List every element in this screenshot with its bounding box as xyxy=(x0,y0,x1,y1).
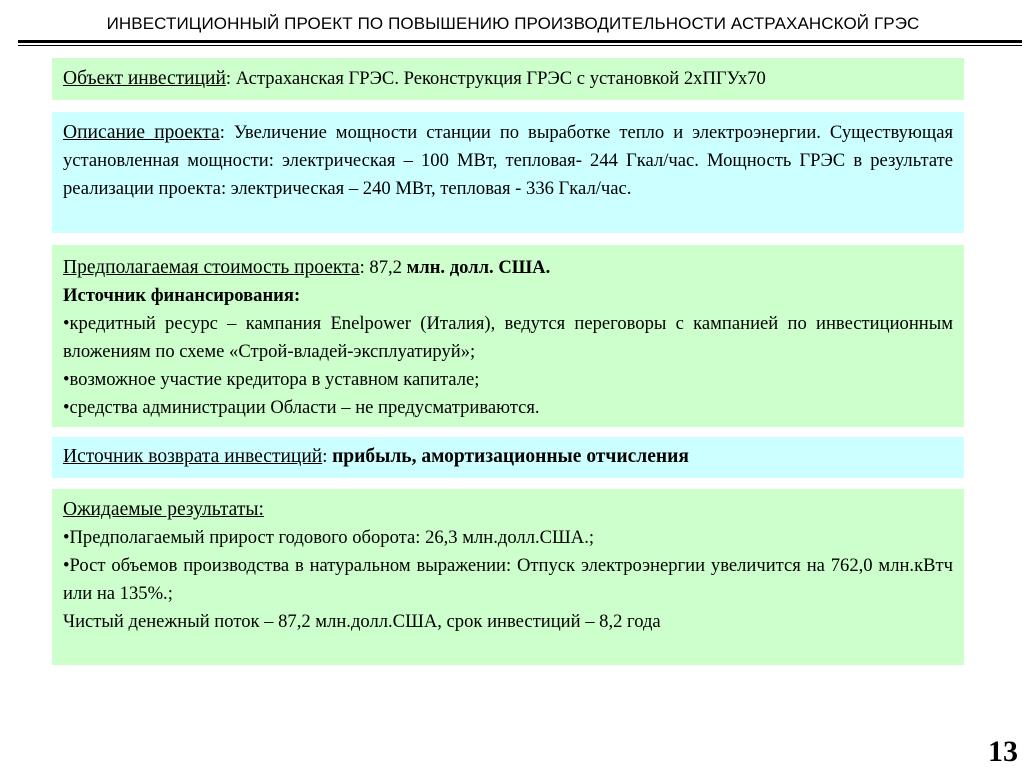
project-description-paragraph xyxy=(63,119,953,203)
expected-results-item: Чистый денежный поток – 87,2 млн.долл.США, срок инвестиций – 8,2 года xyxy=(63,611,661,632)
investment-return-paragraph xyxy=(63,443,953,471)
financing-item: •средства администрации Области – не предусматриваются. xyxy=(63,397,540,418)
investment-return-value: прибыль, амортизационные отчисления xyxy=(332,446,689,467)
page-number: 13 xyxy=(988,735,1018,768)
financing-item: •возможное участие кредитора в уставном капитале; xyxy=(63,369,480,390)
title-divider-thin xyxy=(18,45,1022,46)
investment-return-panel xyxy=(52,437,964,478)
project-description-label: Описание проекта xyxy=(63,122,220,143)
project-description-text: : Увеличение мощности станции по выработке тепло и электроэнергии. Существующая установленная мощности: электрическая – 100 МВт, тепловая- 244 Гкал/час. Мощность ГРЭС в результате реализации проекта: электрическая – 240 МВт, тепловая - 336 Гкал/час. xyxy=(63,122,953,199)
title-divider-thick xyxy=(18,40,1022,43)
expected-results-item: •Предполагаемый прирост годового оборота: 26,3 млн.долл.США.; xyxy=(63,527,595,548)
project-cost-value: : 87,2 xyxy=(359,257,407,278)
investment-object-text: : Астраханская ГРЭС. Реконструкция ГРЭС с установкой 2хПГУх70 xyxy=(225,68,766,89)
investment-object-paragraph xyxy=(63,65,953,93)
expected-results-item: •Рост объемов производства в натуральном выражении: Отпуск электроэнергии увеличится на 762,0 млн.кВтч или на 135%.; xyxy=(63,555,953,604)
project-cost-label: Предполагаемая стоимость проекта xyxy=(63,257,360,278)
project-cost-unit: млн. долл. США. xyxy=(406,257,551,278)
investment-return-separator: : xyxy=(322,446,333,467)
expected-results-label: Ожидаемые результаты: xyxy=(63,499,264,520)
investment-object-label: Объект инвестиций xyxy=(63,68,226,89)
financing-item: •кредитный ресурс – кампания Enelpower (Италия), ведутся переговоры с кампанией по инвестиционным вложениям по схеме «Строй-владей-эксплуатируй»; xyxy=(63,313,953,362)
project-cost-paragraph xyxy=(63,254,953,282)
project-cost-panel xyxy=(52,245,964,427)
investment-object-panel xyxy=(52,58,964,100)
investment-return-label: Источник возврата инвестиций xyxy=(63,446,323,467)
page-title: ИНВЕСТИЦИОННЫЙ ПРОЕКТ ПО ПОВЫШЕНИЮ ПРОИЗВОДИТЕЛЬНОСТИ АСТРАХАНСКОЙ ГРЭС xyxy=(106,14,920,33)
expected-results-panel xyxy=(52,489,964,665)
financing-source-heading: Источник финансирования: xyxy=(63,285,301,306)
project-description-panel xyxy=(52,112,964,233)
